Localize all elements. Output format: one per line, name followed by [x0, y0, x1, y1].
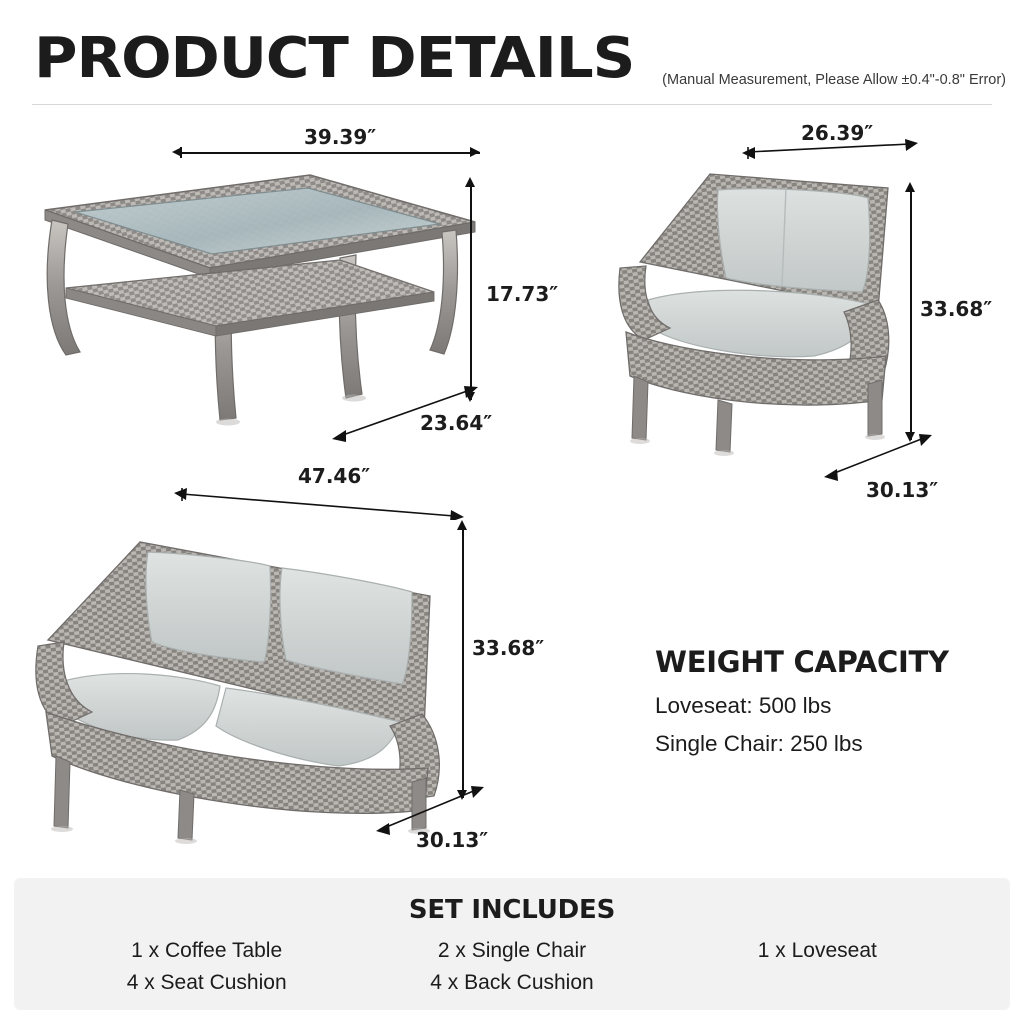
single-chair-depth-label: 30.13″	[866, 478, 939, 502]
measurement-note: (Manual Measurement, Please Allow ±0.4"-0.8" Error)	[662, 72, 1006, 88]
loveseat-depth-label: 30.13″	[416, 828, 489, 852]
set-includes-item: 1 x Loveseat	[757, 939, 877, 962]
set-includes-panel	[14, 878, 1010, 1010]
single-chair-height-label: 33.68″	[920, 297, 993, 321]
set-includes-title: SET INCLUDES	[408, 895, 616, 925]
coffee-table-height-label: 17.73″	[486, 282, 559, 306]
set-includes-item: 4 x Seat Cushion	[126, 971, 287, 994]
set-includes-grid	[14, 939, 1010, 995]
single-chair-illustration	[600, 150, 930, 470]
loveseat-width-label: 47.46″	[298, 464, 371, 488]
coffee-table-depth-label: 23.64″	[420, 411, 493, 435]
loveseat-width-arrow	[174, 484, 466, 520]
single-chair-width-label: 26.39″	[801, 121, 874, 145]
loveseat-height-label: 33.68″	[472, 636, 545, 660]
set-includes-item: 2 x Single Chair	[437, 939, 587, 962]
header-divider	[32, 104, 992, 105]
set-includes-item: 4 x Back Cushion	[430, 971, 594, 994]
page-title: PRODUCT DETAILS	[34, 26, 635, 91]
weight-capacity-loveseat: Loveseat: 500 lbs	[655, 693, 832, 718]
weight-capacity-block	[655, 645, 995, 769]
weight-capacity-single-chair: Single Chair: 250 lbs	[655, 731, 863, 756]
set-includes-item	[665, 971, 970, 995]
weight-capacity-title: WEIGHT CAPACITY	[655, 645, 949, 679]
coffee-table-width-label: 39.39″	[304, 125, 377, 149]
header	[0, 0, 1024, 106]
set-includes-item: 1 x Coffee Table	[131, 939, 283, 962]
